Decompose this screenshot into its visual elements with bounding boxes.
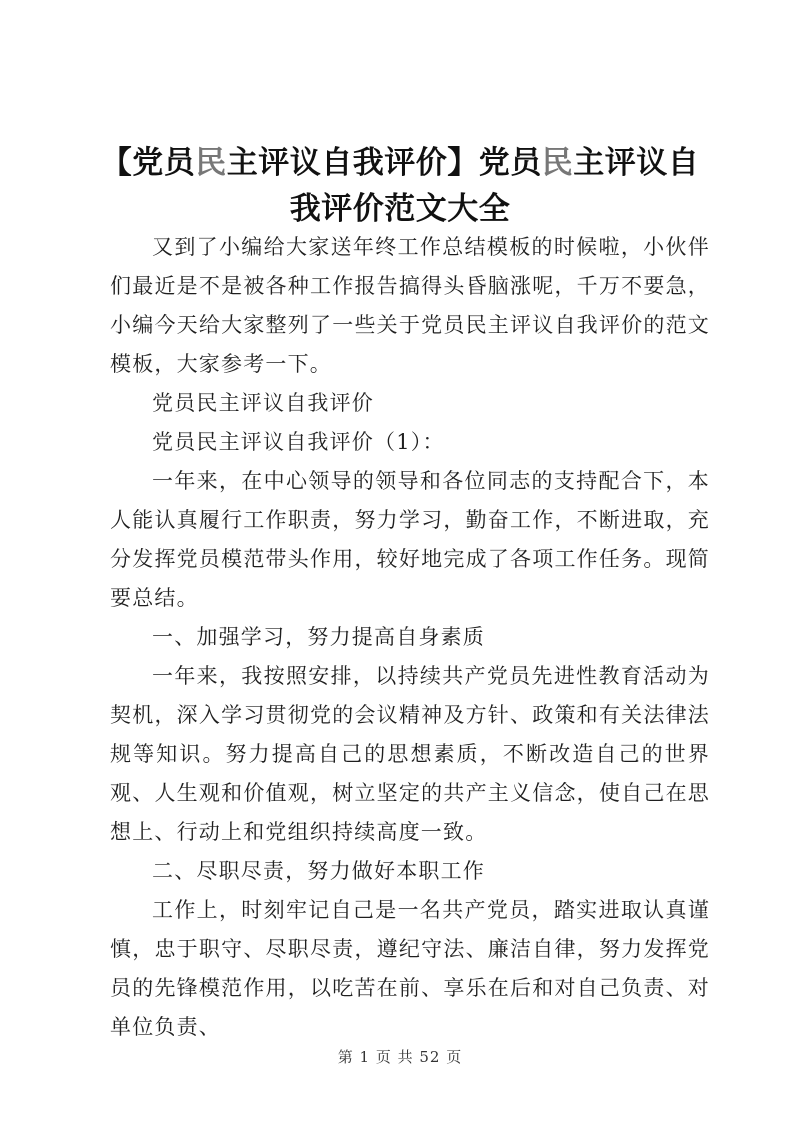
body-paragraph: 一年来，在中心领导的领导和各位同志的支持配合下，本人能认真履行工作职责，努力学习，勤奋工作，不断进取，充分发挥党员模范带头作用，较好地完成了各项工作任务。现简要总结。 [110,469,710,610]
subsection-heading: 党员民主评议自我评价（1）： [152,430,445,454]
section-heading: 党员民主评议自我评价 [152,391,374,415]
title-highlight-2: 民 [541,145,574,181]
point-heading-1: 一、加强学习，努力提高自身素质 [152,625,485,649]
document-title [100,140,700,232]
title-highlight-1: 民 [195,145,227,181]
body-paragraph: 一年来，我按照安排，以持续共产党员先进性教育活动为契机，深入学习贯彻党的会议精神及方针、政策和有关法律法规等知识。努力提高自己的思想素质，不断改造自己的世界观、人生观和价值观，树立坚定的共产主义信念，使自己在思想上、行动上和党组织持续高度一致。 [110,664,710,844]
page-number-footer: 第 1 页 共 52 页 [337,1048,463,1066]
title-part-3: 主评议自我评价范文大全 [289,145,700,227]
body-paragraph: 工作上，时刻牢记自己是一名共产党员，踏实进取认真谨慎，忠于职守、尽职尽责，遵纪守法、廉洁自律，努力发挥党员的先锋模范作用，以吃苦在前、享乐在后和对自己负责、对单位负责、 [110,898,710,1039]
intro-paragraph: 又到了小编给大家送年终工作总结模板的时候啦，小伙伴们最近是不是被各种工作报告搞得头昏脑涨呢，千万不要急，小编今天给大家整列了一些关于党员民主评议自我评价的范文模板，大家参考一下。 [110,235,710,376]
title-part-1: 【党员 [100,145,196,181]
point-heading-2: 二、尽职尽责，努力做好本职工作 [152,859,485,883]
document-body [110,228,710,1047]
title-part-2: 主评议自我评价】党员 [226,145,542,181]
